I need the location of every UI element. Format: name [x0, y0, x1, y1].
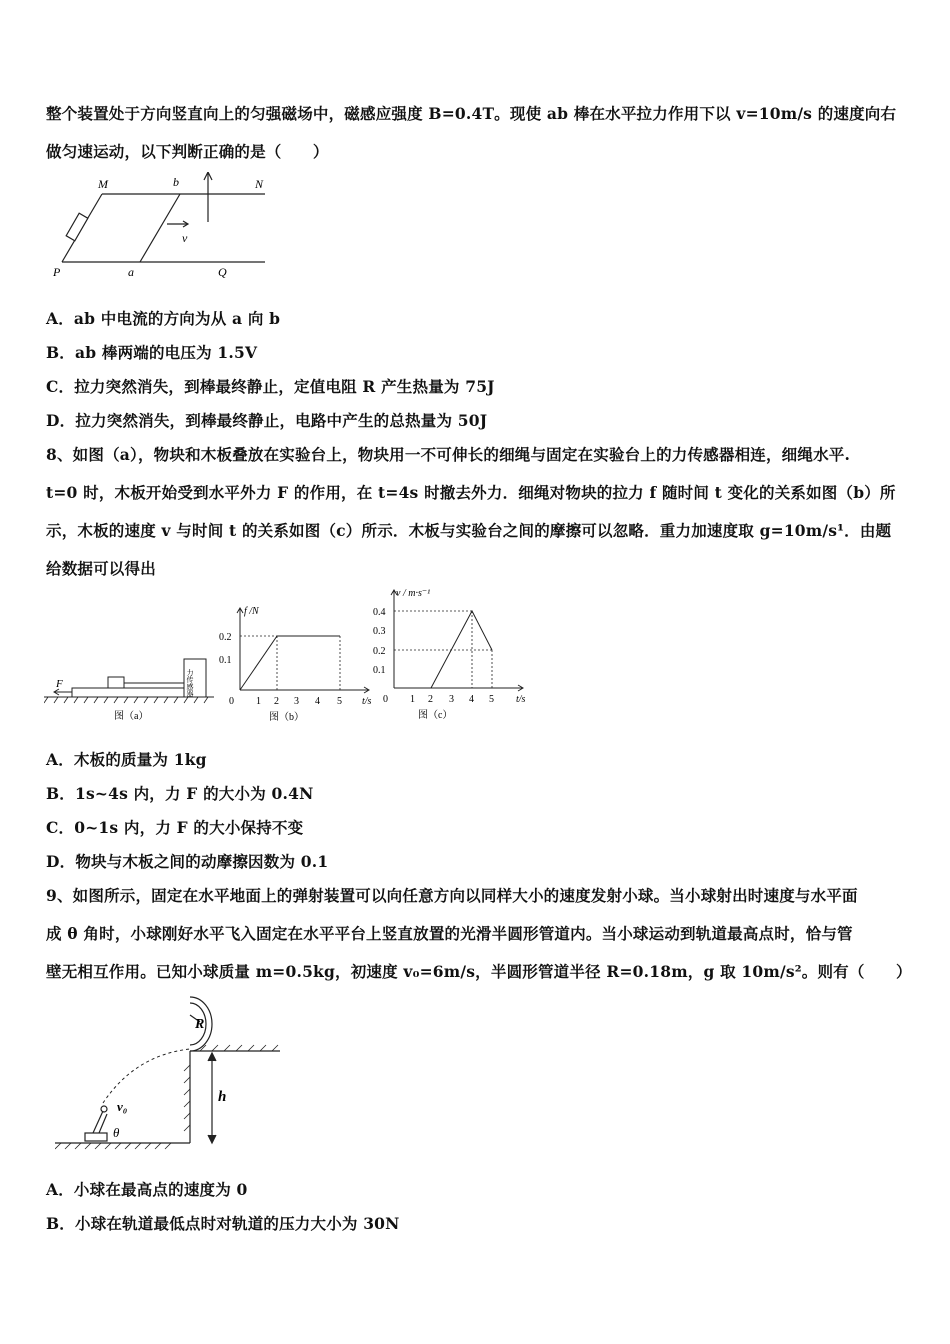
q9-option-b: B．小球在轨道最低点时对轨道的压力大小为 30N: [46, 1214, 400, 1233]
q8-stem-line-3: 示，木板的速度 v 与时间 t 的关系如图（c）所示．木板与实验台之间的摩擦可以忽略．重力加速度取 g=10m/s¹．由题: [46, 521, 892, 540]
label-F: F: [56, 678, 63, 690]
chart-b-xtick: 2: [274, 696, 279, 707]
chart-c-xtick: 0: [383, 694, 388, 705]
chart-c-xlabel: t/s: [516, 694, 526, 705]
label-Q: Q: [218, 265, 227, 279]
q8-option-c: C．0~1s 内，力 F 的大小保持不变: [46, 818, 304, 837]
v-line: [431, 611, 492, 688]
q7-option-a: A．ab 中电流的方向为从 a 向 b: [46, 309, 281, 328]
chart-b-xtick: 1: [256, 696, 261, 707]
chart-c-xtick: 1: [410, 694, 415, 705]
chart-c-ylabel: v / m·s⁻¹: [396, 588, 431, 599]
caption-b: 图（b）: [269, 712, 304, 723]
q9-stem-line-1: 9、如图所示，固定在水平地面上的弹射装置可以向任意方向以同样大小的速度发射小球。当小球射出时速度与水平面: [46, 886, 858, 905]
chart-b-xlabel: t/s: [362, 696, 372, 707]
label-b: b: [173, 175, 179, 189]
q7-option-b: B．ab 棒两端的电压为 1.5V: [46, 343, 258, 362]
q8-stem-line-1: 8、如图（a），物块和木板叠放在实验台上，物块用一不可伸长的细绳与固定在实验台上的力传感器相连，细绳水平.: [46, 445, 851, 464]
sensor-label: 力传感器: [186, 669, 194, 697]
block: [108, 677, 124, 688]
chart-b-ytick: 0.1: [219, 655, 232, 666]
chart-c-xtick: 3: [449, 694, 454, 705]
chart-c-xtick: 5: [489, 694, 494, 705]
chart-b-xtick: 3: [294, 696, 299, 707]
chart-c-xtick: 2: [428, 694, 433, 705]
caption-a: 图（a）: [114, 711, 149, 722]
q8-option-a: A．木板的质量为 1kg: [46, 750, 207, 769]
label-M: M: [98, 177, 108, 191]
q7-rail-figure: [50, 172, 280, 282]
q8-stem-line-4: 给数据可以得出: [46, 559, 156, 578]
label-v0: v₀: [117, 1099, 128, 1114]
chart-b-xtick: 5: [337, 696, 342, 707]
q7-option-c: C．拉力突然消失，到棒最终静止，定值电阻 R 产生热量为 75J: [46, 377, 495, 396]
q7-stem-line-2: 做匀速运动，以下判断正确的是（ ）: [46, 142, 329, 161]
q9-projectile-figure: [55, 995, 285, 1155]
resistor-icon: [66, 213, 88, 241]
q8-chart-c: [368, 584, 538, 725]
label-v: v: [182, 231, 188, 245]
chart-c-ytick: 0.4: [373, 607, 386, 618]
q9-option-a: A．小球在最高点的速度为 0: [46, 1180, 248, 1199]
q7-stem-line-1: 整个装置处于方向竖直向上的匀强磁场中，磁感应强度 B=0.4T。现使 ab 棒在水平拉力作用下以 v=10m/s 的速度向右: [46, 104, 897, 123]
chart-b-ytick: 0.2: [219, 632, 232, 643]
q8-stem-line-2: t=0 时，木板开始受到水平外力 F 的作用，在 t=4s 时撤去外力．细绳对物块的拉力 f 随时间 t 变化的关系如图（b）所: [46, 483, 896, 502]
q8-option-d: D．物块与木板之间的动摩擦因数为 0.1: [46, 852, 329, 871]
q9-stem-line-2: 成 θ 角时，小球刚好水平飞入固定在水平平台上竖直放置的光滑半圆形管道内。当小球运动到轨道最高点时，恰与管: [46, 924, 853, 943]
label-h: h: [218, 1089, 227, 1105]
label-R: R: [195, 1017, 205, 1032]
chart-b-xtick: 0: [229, 696, 234, 707]
q9-stem-line-3: 壁无相互作用。已知小球质量 m=0.5kg，初速度 v₀=6m/s，半圆形管道半径 R=0.18m，g 取 10m/s²。则有（ ）: [46, 962, 912, 981]
label-a: a: [128, 265, 134, 279]
chart-c-xtick: 4: [469, 694, 474, 705]
chart-c-ytick: 0.2: [373, 646, 386, 657]
chart-c-ytick: 0.3: [373, 626, 386, 637]
label-N: N: [255, 177, 264, 191]
board: [72, 688, 184, 697]
caption-c: 图（c）: [418, 710, 453, 721]
q8-option-b: B．1s~4s 内，力 F 的大小为 0.4N: [46, 784, 314, 803]
q8-chart-b: [214, 600, 384, 725]
chart-c-ytick: 0.1: [373, 665, 386, 676]
q7-option-d: D．拉力突然消失，到棒最终静止，电路中产生的总热量为 50J: [46, 411, 488, 430]
f-line-rise: [240, 636, 277, 690]
label-P: P: [53, 265, 61, 279]
chart-b-xtick: 4: [315, 696, 320, 707]
label-theta: θ: [113, 1125, 120, 1140]
q8-figure-a: [44, 655, 214, 725]
chart-b-ylabel: f /N: [244, 606, 259, 617]
